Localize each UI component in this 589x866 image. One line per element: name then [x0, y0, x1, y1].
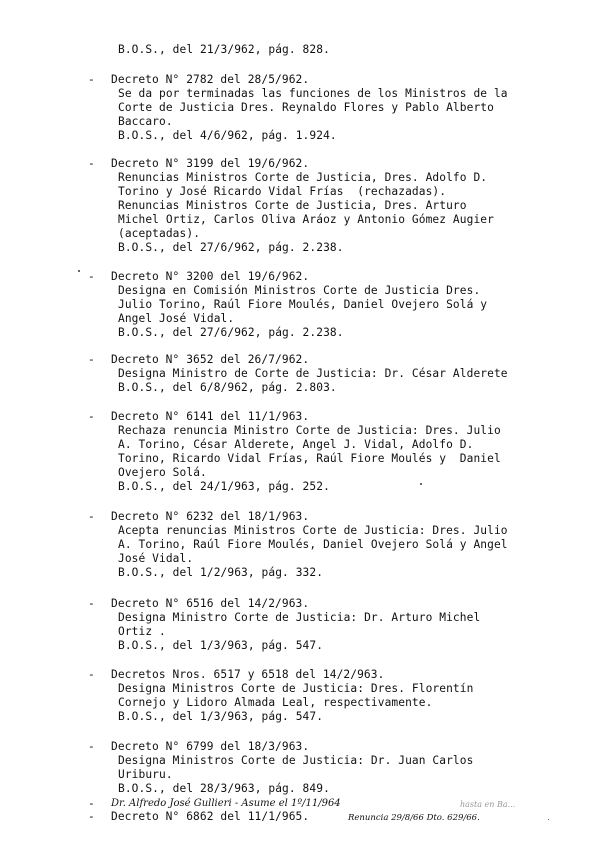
publication-reference: B.O.S., del 4/6/962, pág. 1.924.: [118, 129, 337, 142]
decree-text-line: Designa Ministros Corte de Justicia: Dres. Florentín: [118, 682, 474, 695]
decree-text-line: Designa en Comisión Ministros Corte de Justicia Dres.: [118, 284, 481, 297]
decree-text-line: Corte de Justicia Dres. Reynaldo Flores y Pablo Alberto: [118, 101, 494, 114]
decree-text-line: (aceptadas).: [118, 227, 201, 240]
entry-dash: -: [88, 73, 95, 86]
publication-reference: B.O.S., del 1/3/963, pág. 547.: [118, 639, 324, 652]
entry-dash: -: [88, 668, 95, 681]
decree-heading: Decreto N° 3199 del 19/6/962.: [111, 157, 310, 170]
last-entry-handwritten-note: Renuncia 29/8/66 Dto. 629/66.: [348, 813, 480, 823]
decree-text-line: Cornejo y Lidoro Almada Leal, respectivamente.: [118, 696, 433, 709]
publication-reference: B.O.S., del 6/8/962, pág. 2.803.: [118, 381, 337, 394]
decree-text-line: Acepta renuncias Ministros Corte de Justicia: Dres. Julio: [118, 524, 508, 537]
decree-text-line: Renuncias Ministros Corte de Justicia, Dres. Adolfo D.: [118, 171, 488, 184]
decree-text-line: Renuncias Ministros Corte de Justicia, Dres. Arturo: [118, 199, 467, 212]
decree-text-line: A. Torino, César Alderete, Angel J. Vidal, Adolfo D.: [118, 438, 474, 451]
scan-speck: [548, 819, 549, 820]
entry-dash: -: [88, 410, 95, 423]
decree-heading: Decreto N° 2782 del 28/5/962.: [111, 73, 310, 86]
publication-reference: B.O.S., del 27/6/962, pág. 2.238.: [118, 326, 344, 339]
decree-heading: Decreto N° 6232 del 18/1/963.: [111, 510, 310, 523]
publication-reference: B.O.S., del 1/3/963, pág. 547.: [118, 710, 324, 723]
publication-reference: B.O.S., del 27/6/962, pág. 2.238.: [118, 241, 344, 254]
entry-dash: -: [88, 270, 95, 283]
publication-reference: B.O.S., del 28/3/963, pág. 849.: [118, 782, 330, 795]
entry-dash: -: [88, 353, 95, 366]
decree-text-line: Ovejero Solá.: [118, 466, 207, 479]
decree-text-line: José Vidal.: [118, 552, 194, 565]
handwritten-annotation: Dr. Alfredo José Gullieri - Asume el 1º/11/964: [111, 798, 341, 809]
decree-heading: Decreto N° 6799 del 18/3/963.: [111, 740, 310, 753]
decree-text-line: Uriburu.: [118, 768, 173, 781]
decree-heading: Decreto N° 3200 del 19/6/962.: [111, 270, 310, 283]
entry-dash: -: [88, 510, 95, 523]
publication-reference: B.O.S., del 24/1/963, pág. 252.: [118, 480, 330, 493]
decree-text-line: Designa Ministro de Corte de Justicia: Dr. César Alderete: [118, 367, 508, 380]
decree-text-line: Angel José Vidal.: [118, 312, 235, 325]
decree-text-line: Torino, Ricardo Vidal Frías, Raúl Fiore Moulés y Daniel: [118, 452, 501, 465]
decree-heading: Decreto N° 6141 del 11/1/963.: [111, 410, 310, 423]
handwritten-faint-note: hasta en Ba...: [460, 800, 516, 809]
last-entry-heading: Decreto N° 6862 del 11/1/965.: [111, 810, 310, 823]
entry-dash: -: [88, 740, 95, 753]
last-entry-dash: -: [88, 810, 95, 823]
decree-text-line: A. Torino, Raúl Fiore Moulés, Daniel Ovejero Solá y Angel: [118, 538, 508, 551]
top-publication-line: B.O.S., del 21/3/962, pág. 828.: [118, 43, 330, 56]
scan-speck: [78, 270, 80, 272]
decree-text-line: Designa Ministro Corte de Justicia: Dr. Arturo Michel: [118, 611, 481, 624]
scan-speck: [420, 483, 422, 485]
entry-dash: -: [88, 157, 95, 170]
decree-heading: Decreto N° 3652 del 26/7/962.: [111, 353, 310, 366]
decree-text-line: Michel Ortiz, Carlos Oliva Aráoz y Antonio Gómez Augier: [118, 213, 494, 226]
decree-heading: Decretos Nros. 6517 y 6518 del 14/2/963.: [111, 668, 385, 681]
decree-text-line: Julio Torino, Raúl Fiore Moulés, Daniel Ovejero Solá y: [118, 298, 488, 311]
decree-text-line: Rechaza renuncia Ministro Corte de Justicia: Dres. Julio: [118, 424, 501, 437]
entry-dash: -: [88, 597, 95, 610]
decree-text-line: Torino y José Ricardo Vidal Frías (rechazadas).: [118, 185, 447, 198]
publication-reference: B.O.S., del 1/2/963, pág. 332.: [118, 566, 324, 579]
decree-text-line: Ortiz .: [118, 625, 166, 638]
decree-heading: Decreto N° 6516 del 14/2/963.: [111, 597, 310, 610]
decree-text-line: Baccaro.: [118, 115, 173, 128]
decree-text-line: Se da por terminadas las funciones de los Ministros de la: [118, 87, 508, 100]
handwritten-dash: -: [88, 797, 95, 810]
decree-text-line: Designa Ministros Corte de Justicia: Dr. Juan Carlos: [118, 754, 474, 767]
